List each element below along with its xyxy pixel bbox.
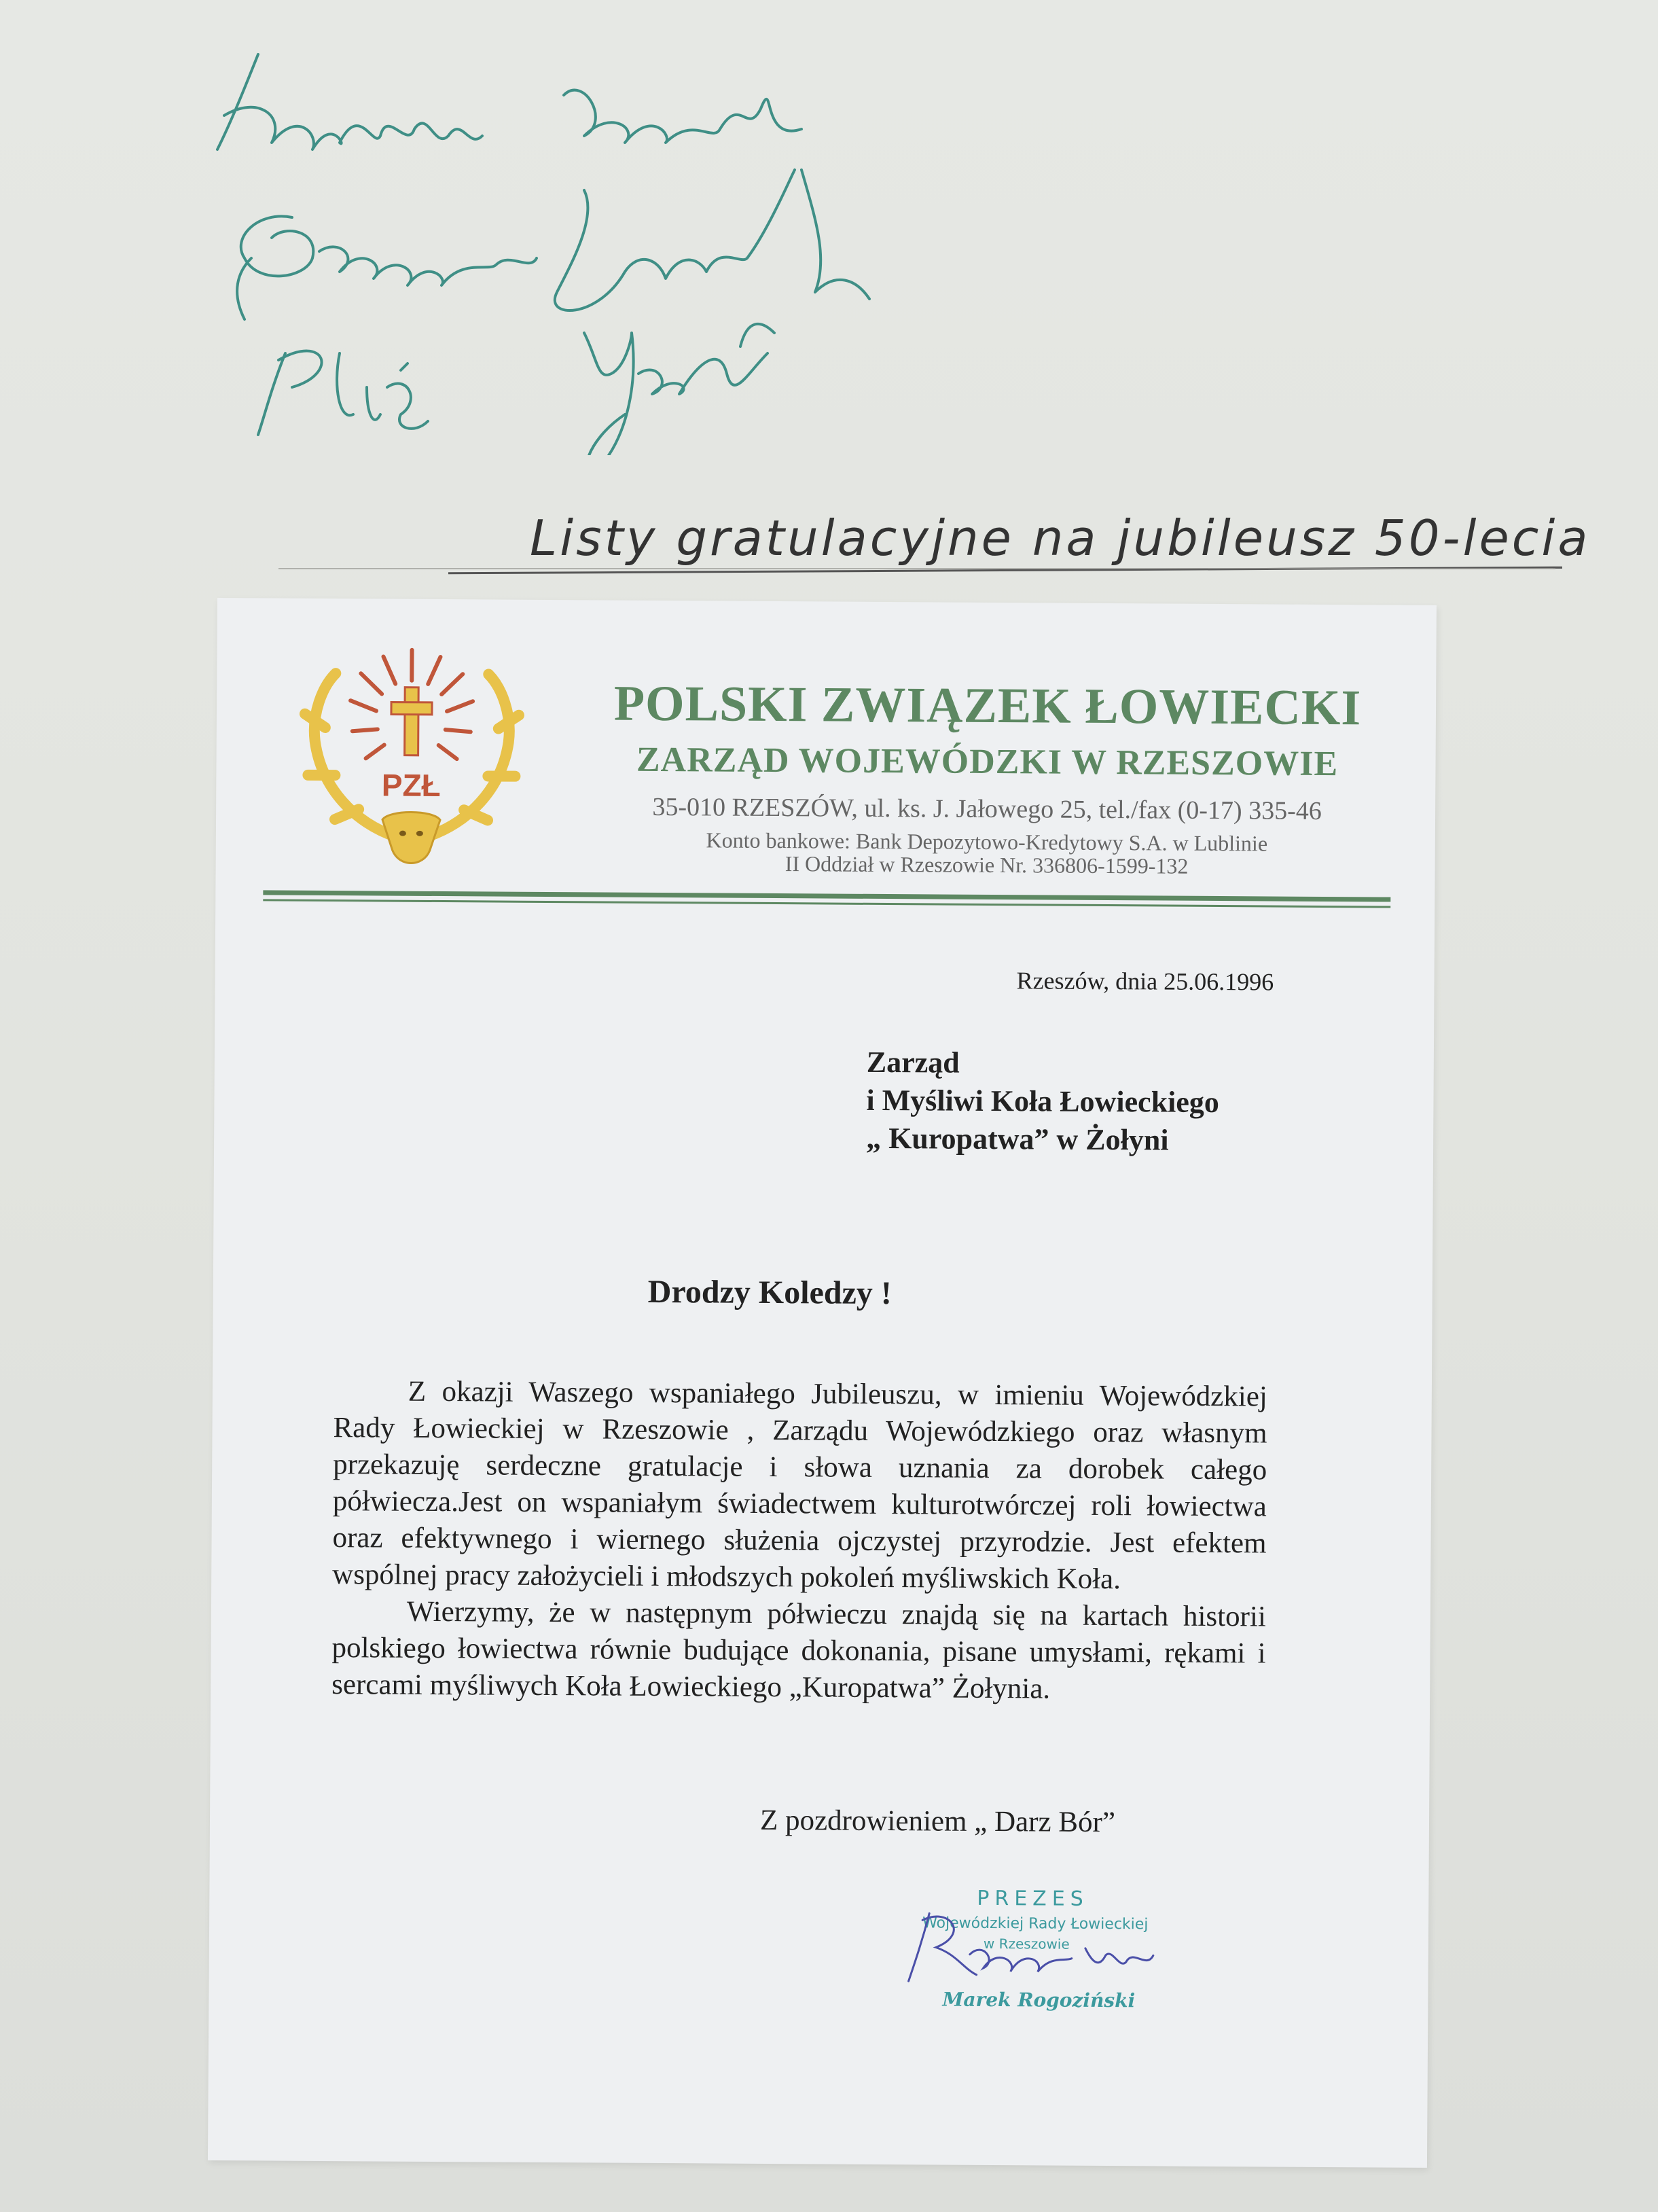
pzl-logo [294, 632, 530, 875]
org-bank-info [596, 827, 1377, 878]
president-signature [888, 1906, 1174, 1990]
handwritten-caption [448, 489, 1591, 577]
stamp-title: PREZES [977, 1886, 1089, 1911]
caption-text: Listy gratulacyjne na jubileusz 50-lecia [530, 510, 1591, 567]
org-address: 35-010 RZESZÓW, ul. ks. J. Jałowego 25, tel./fax (0-17) 335-46 [652, 792, 1322, 825]
stamp-line-1: Wojewódzkiej Rady Łowieckiej [922, 1914, 1149, 1933]
handwritten-signatures [204, 34, 951, 455]
signature-strokes [888, 1906, 1174, 1990]
greeting: Drodzy Koledzy ! [647, 1273, 892, 1312]
body-paragraph-2: Wierzymy, że w następnym półwieczu znajdą się na kartach historii polskiego łowiectwa równie budujące dokonania, pisane umysłami, rękami i sercami myśliwych Koła Łowieckiego „Kuropatwa” Żołynia. [331, 1595, 1267, 1705]
antlers-emblem-icon [294, 632, 530, 875]
recipient-line-2: i Myśliwi Koła Łowieckiego [866, 1083, 1220, 1120]
recipient-line-3: „ Kuropatwa” w Żołyni [866, 1121, 1169, 1157]
org-name: POLSKI ZWIĄZEK ŁOWIECKI [613, 675, 1362, 736]
stamp-line-2: w Rzeszowie [983, 1935, 1070, 1952]
letter-sheet [208, 598, 1437, 2168]
recipient-block [866, 1043, 1219, 1160]
letter-date: Rzeszów, dnia 25.06.1996 [1016, 967, 1274, 996]
body-paragraph-1: Z okazji Waszego wspaniałego Jubileuszu, w imieniu Wojewódzkiej Rady Łowieckiej w Rzeszowie , Zarządu Wojewódzkiego oraz własnym przekazuję serdeczne gratulacje i słowa uznania za dorobek całego półwiecza.Jest on wspaniałym świadectwem kulturotwórczej roli łowiectwa oraz efektywnego i wiernego służenia ojczystej przyrodzie. Jest efektem wspólnej pracy założycieli i młodszych pokoleń myśliwskich Koła. [332, 1375, 1267, 1596]
org-subtitle: ZARZĄD WOJEWÓDZKI W RZESZOWIE [636, 740, 1339, 784]
pencil-guide-line [278, 568, 1555, 569]
bank-line-1: Konto bankowe: Bank Depozytowo-Kredytowy S.A. w Lublinie [706, 827, 1268, 856]
signature-text [888, 1906, 889, 1907]
handwriting-strokes [204, 34, 951, 455]
closing-line: Z pozdrowieniem „ Darz Bór” [759, 1804, 1116, 1839]
stamp-name: Marek Rogoziński [942, 1988, 1136, 2012]
logo-text: PZŁ [381, 767, 441, 804]
bank-line-2: II Oddział w Rzeszowie Nr. 336806-1599-132 [785, 851, 1189, 878]
letter-body [331, 1373, 1267, 1709]
recipient-line-1: Zarząd [866, 1045, 960, 1080]
